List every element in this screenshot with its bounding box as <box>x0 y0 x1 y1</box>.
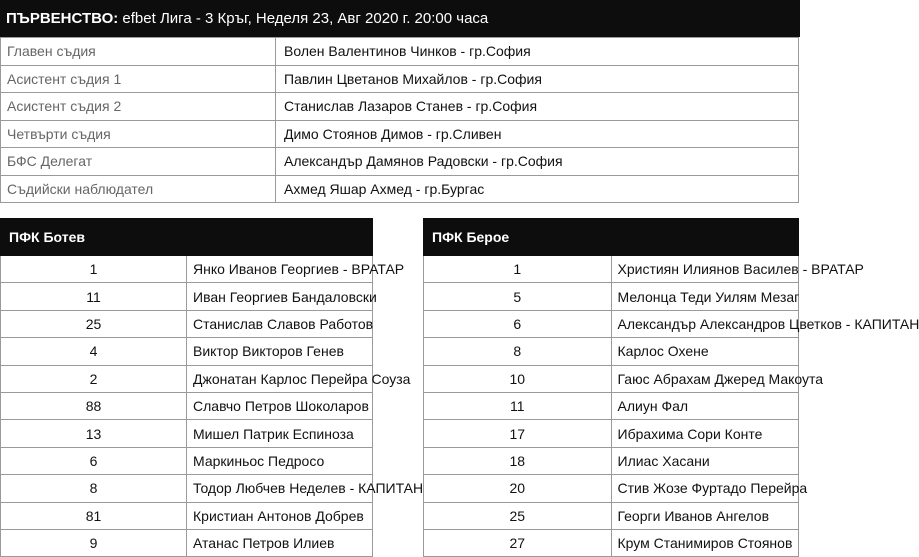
player-name: Георги Иванов Ангелов <box>611 502 799 529</box>
player-row <box>424 447 799 474</box>
player-name: Виктор Викторов Генев <box>187 338 373 365</box>
team-name: ПФК Берое <box>424 219 799 256</box>
official-name: Димо Стоянов Димов - гр.Сливен <box>276 120 799 148</box>
player-number: 9 <box>1 529 187 556</box>
player-number: 81 <box>1 502 187 529</box>
player-row <box>424 475 799 502</box>
player-number: 27 <box>424 529 612 556</box>
player-name: Маркиньос Педросо <box>187 447 373 474</box>
official-role: БФС Делегат <box>1 148 276 176</box>
player-name: Крум Станимиров Стоянов <box>611 529 799 556</box>
player-name: Стив Жозе Фуртадо Перейра <box>611 475 799 502</box>
player-name: Гаюс Абрахам Джеред Макоута <box>611 365 799 392</box>
player-number: 1 <box>424 256 612 283</box>
player-row <box>424 529 799 556</box>
player-number: 25 <box>1 310 187 337</box>
player-row <box>1 365 373 392</box>
official-role: Асистент съдия 1 <box>1 65 276 93</box>
official-row <box>1 93 799 121</box>
player-name: Кристиан Антонов Добрев <box>187 502 373 529</box>
official-row <box>1 65 799 93</box>
player-number: 2 <box>1 365 187 392</box>
player-row <box>424 310 799 337</box>
player-number: 11 <box>424 392 612 419</box>
player-row <box>424 256 799 283</box>
player-number: 6 <box>1 447 187 474</box>
player-name: Ибрахима Сори Конте <box>611 420 799 447</box>
player-row <box>1 392 373 419</box>
official-name: Станислав Лазаров Станев - гр.София <box>276 93 799 121</box>
player-row <box>424 502 799 529</box>
player-name: Тодор Любчев Неделев - КАПИТАН <box>187 475 373 502</box>
player-row <box>1 529 373 556</box>
player-row <box>1 420 373 447</box>
team-table-home <box>0 218 424 557</box>
player-row <box>424 420 799 447</box>
official-role: Съдийски наблюдател <box>1 175 276 203</box>
player-number: 10 <box>424 365 612 392</box>
officials-table <box>0 37 799 203</box>
header-prefix: ПЪРВЕНСТВО: <box>6 10 123 27</box>
team-name: ПФК Ботев <box>1 219 373 256</box>
official-role: Четвърти съдия <box>1 120 276 148</box>
player-row <box>424 283 799 310</box>
player-row <box>1 447 373 474</box>
player-row <box>1 475 373 502</box>
official-name: Александър Дамянов Радовски - гр.София <box>276 148 799 176</box>
official-row <box>1 120 799 148</box>
player-number: 11 <box>1 283 187 310</box>
player-number: 8 <box>1 475 187 502</box>
player-number: 1 <box>1 256 187 283</box>
player-number: 88 <box>1 392 187 419</box>
player-row <box>424 338 799 365</box>
player-row <box>1 502 373 529</box>
player-name: Джонатан Карлос Перейра Соуза <box>187 365 373 392</box>
player-row <box>424 365 799 392</box>
player-number: 17 <box>424 420 612 447</box>
player-name: Алиун Фал <box>611 392 799 419</box>
official-row <box>1 38 799 66</box>
header-title: efbet Лига - 3 Кръг, Неделя 23, Авг 2020 г. 20:00 часа <box>122 10 489 27</box>
player-row <box>1 338 373 365</box>
player-number: 25 <box>424 502 612 529</box>
team-table-away <box>423 218 919 557</box>
player-number: 6 <box>424 310 612 337</box>
player-name: Славчо Петров Шоколаров <box>187 392 373 419</box>
player-number: 5 <box>424 283 612 310</box>
player-row <box>424 392 799 419</box>
player-name: Мелонца Теди Уилям Мезаг <box>611 283 799 310</box>
player-number: 18 <box>424 447 612 474</box>
championship-header <box>0 0 800 37</box>
official-name: Павлин Цветанов Михайлов - гр.София <box>276 65 799 93</box>
player-name: Атанас Петров Илиев <box>187 529 373 556</box>
player-number: 4 <box>1 338 187 365</box>
player-row <box>1 283 373 310</box>
official-name: Волен Валентинов Чинков - гр.София <box>276 38 799 66</box>
player-number: 8 <box>424 338 612 365</box>
player-name: Станислав Славов Работов <box>187 310 373 337</box>
player-name: Илиас Хасани <box>611 447 799 474</box>
player-number: 13 <box>1 420 187 447</box>
player-name: Мишел Патрик Еспиноза <box>187 420 373 447</box>
player-name: Иван Георгиев Бандаловски <box>187 283 373 310</box>
player-name: Янко Иванов Георгиев - ВРАТАР <box>187 256 373 283</box>
player-row <box>1 310 373 337</box>
official-name: Ахмед Яшар Ахмед - гр.Бургас <box>276 175 799 203</box>
player-name: Александър Александров Цветков - КАПИТАН <box>611 310 799 337</box>
official-role: Главен съдия <box>1 38 276 66</box>
official-row <box>1 175 799 203</box>
player-name: Християн Илиянов Василев - ВРАТАР <box>611 256 799 283</box>
player-number: 20 <box>424 475 612 502</box>
player-name: Карлос Охене <box>611 338 799 365</box>
official-role: Асистент съдия 2 <box>1 93 276 121</box>
player-row <box>1 256 373 283</box>
official-row <box>1 148 799 176</box>
